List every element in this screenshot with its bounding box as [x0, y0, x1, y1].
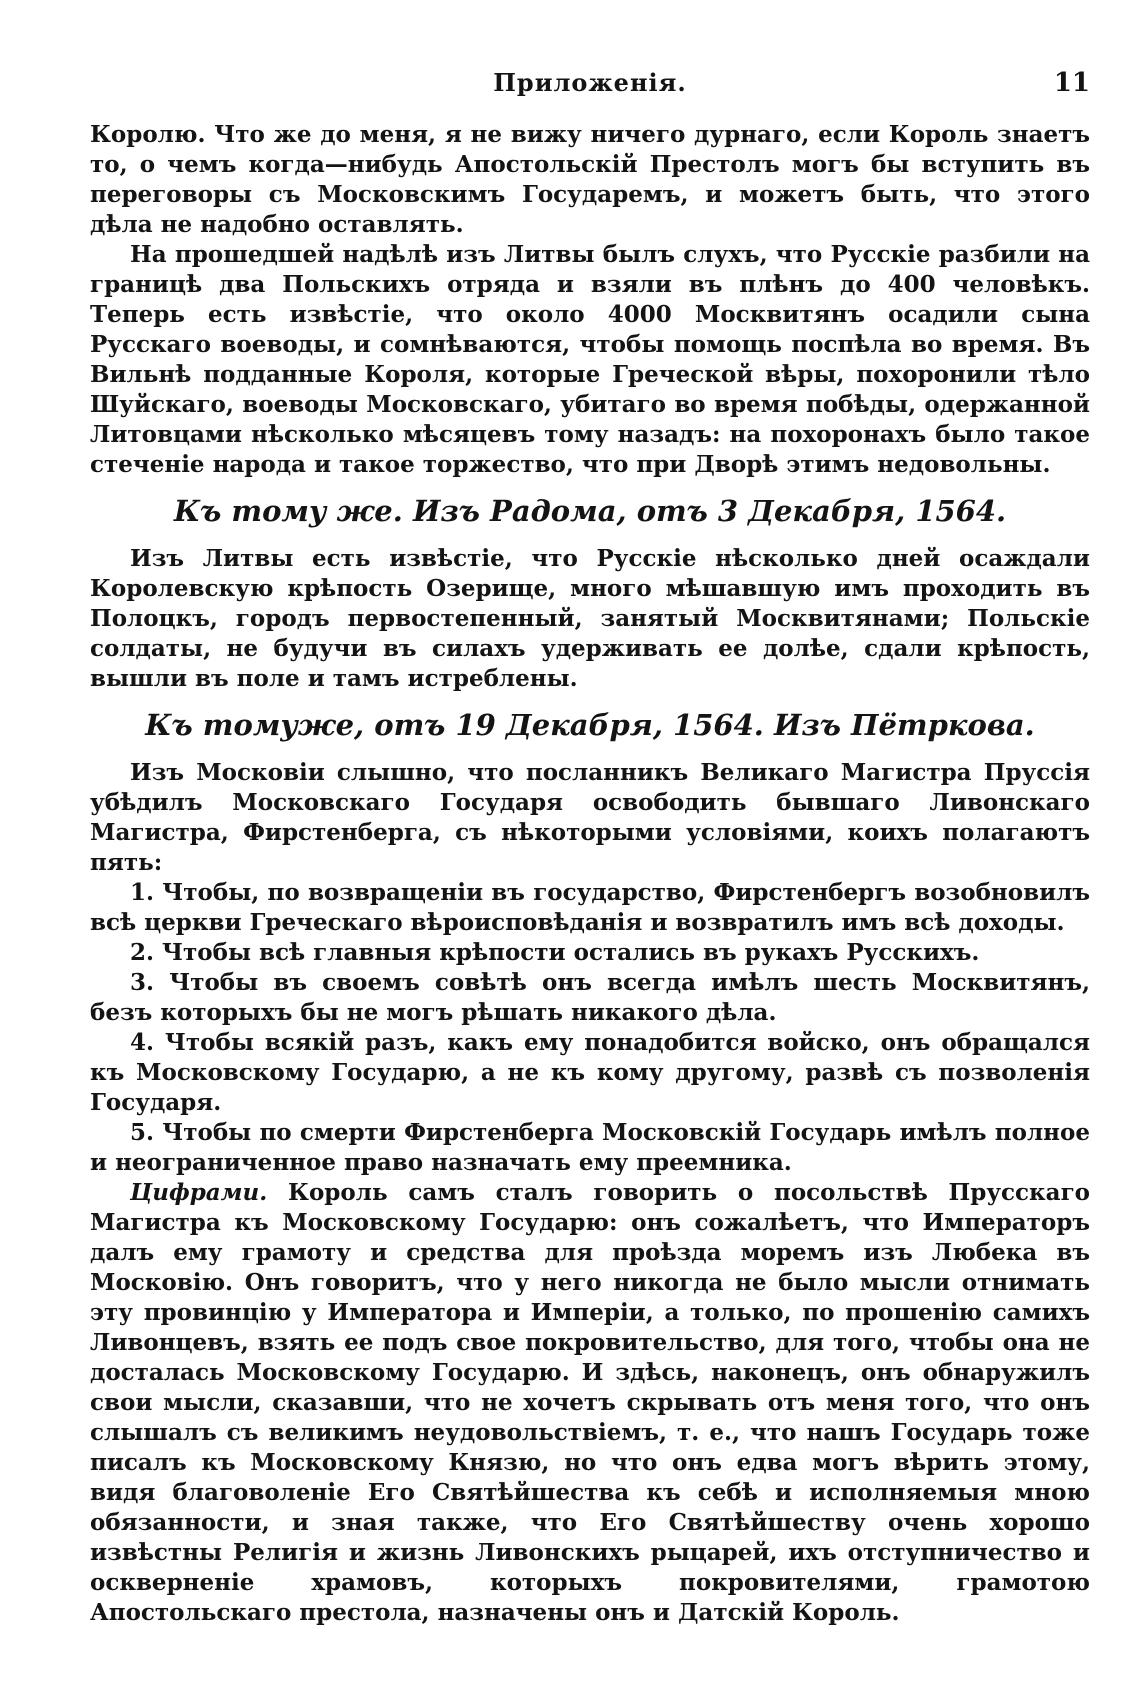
- page-header: [90, 68, 1090, 108]
- page-body: [90, 120, 1090, 1628]
- running-title: Приложенія.: [493, 68, 687, 97]
- paragraph-5-text: Король самъ сталъ говорить о посольствѣ Прусскаго Магистра къ Московскому Государю: онъ сожалѣетъ, что Императоръ далъ ему грамоту и средства для проѣзда моремъ изъ Любека въ Московію. Онъ говоритъ, что у него никогда не было мысли отнимать эту провинцію у Императора и Имперіи, а только, по прошенію самихъ Ливонцевъ, взять ее подъ свое покровительство, для того, чтобы она не досталась Московскому Государю. И здѣсь, наконецъ, онъ обнаружилъ свои мысли, сказавши, что не хочетъ скрывать отъ меня того, что онъ слышалъ съ великимъ неудовольствіемъ, т. е., что нашъ Государь тоже писалъ къ Московскому Князю, но что онъ едва могъ вѣрить этому, видя благоволеніе Его Святѣйшества къ себѣ и исполняемыя мною обязанности, и зная также, что Его Святѣйшеству очень хорошо извѣстны Религія и жизнь Ливонскихъ рыцарей, ихъ отступничество и оскверненіе храмовъ, которыхъ покровителями, грамотою Апостольскаго престола, назначены онъ и Датскій Король.: [90, 1179, 1090, 1626]
- list-item: 5. Чтобы по смерти Фирстенберга Московскій Государь имѣлъ полное и неограниченное право назначать ему преемника.: [90, 1119, 1090, 1176]
- section-heading-1: Къ тому же. Изъ Радома, отъ 3 Декабря, 1564.: [173, 494, 1007, 528]
- paragraph-2: На прошедшей надѣлѣ изъ Литвы былъ слухъ, что Русскіе разбили на границѣ два Польскихъ отряда и взяли въ плѣнъ до 400 человѣкъ. Теперь есть извѣстіе, что около 4000 Москвитянъ осадили сына Русскаго воеводы, и сомнѣваются, чтобы помощь поспѣла во время. Въ Вильнѣ подданные Короля, которые Греческой вѣры, похоронили тѣло Шуйскаго, воеводы Московскаго, убитаго во время побѣды, одержанной Литовцами нѣсколько мѣсяцевъ тому назадъ: на похоронахъ было такое стеченіе народа и такое торжество, что при Дворѣ этимъ недовольны.: [90, 241, 1090, 478]
- list-item: 1. Чтобы, по возвращеніи въ государство, Фирстенбергъ возобновилъ всѣ церкви Греческаго вѣроисповѣданія и возвратилъ имъ всѣ доходы.: [90, 879, 1090, 936]
- page-number: 11: [1053, 68, 1090, 98]
- paragraph-1: Королю. Что же до меня, я не вижу ничего дурнаго, если Король знаетъ то, о чемъ когда—нибудь Апостольскій Престолъ могъ бы вступить въ переговоры съ Московскимъ Государемъ, и можетъ быть, что этого дѣла не надобно оставлять.: [90, 121, 1090, 238]
- paragraph-4: Изъ Московіи слышно, что посланникъ Великаго Магистра Пруссія убѣдилъ Московскаго Государя освободить бывшаго Ливонскаго Магистра, Фирстенберга, съ нѣкоторыми условіями, коихъ полагаютъ пять:: [90, 759, 1090, 876]
- paragraph-3: Изъ Литвы есть извѣстіе, что Русскіе нѣсколько дней осаждали Королевскую крѣпость Озерище, много мѣшавшую имъ проходить въ Полоцкъ, городъ первостепенный, занятый Москвитянами; Польскіе солдаты, не будучи въ силахъ удерживать ее долѣе, сдали крѣпость, вышли въ поле и тамъ истреблены.: [90, 545, 1090, 692]
- list-item: 2. Чтобы всѣ главныя крѣпости остались въ рукахъ Русскихъ.: [130, 939, 980, 966]
- list-item: 4. Чтобы всякій разъ, какъ ему понадобится войско, онъ обращался къ Московскому Государю, а не къ кому другому, развѣ съ позволенія Государя.: [90, 1029, 1090, 1116]
- section-heading-2: Къ томуже, отъ 19 Декабря, 1564. Изъ Пётркова.: [145, 708, 1035, 742]
- paragraph-5: [90, 1178, 1090, 1628]
- cipher-label: Цифрами.: [130, 1179, 268, 1206]
- list-item: 3. Чтобы въ своемъ совѣтѣ онъ всегда имѣлъ шесть Москвитянъ, безъ которыхъ бы не могъ рѣшать никакого дѣла.: [90, 969, 1090, 1026]
